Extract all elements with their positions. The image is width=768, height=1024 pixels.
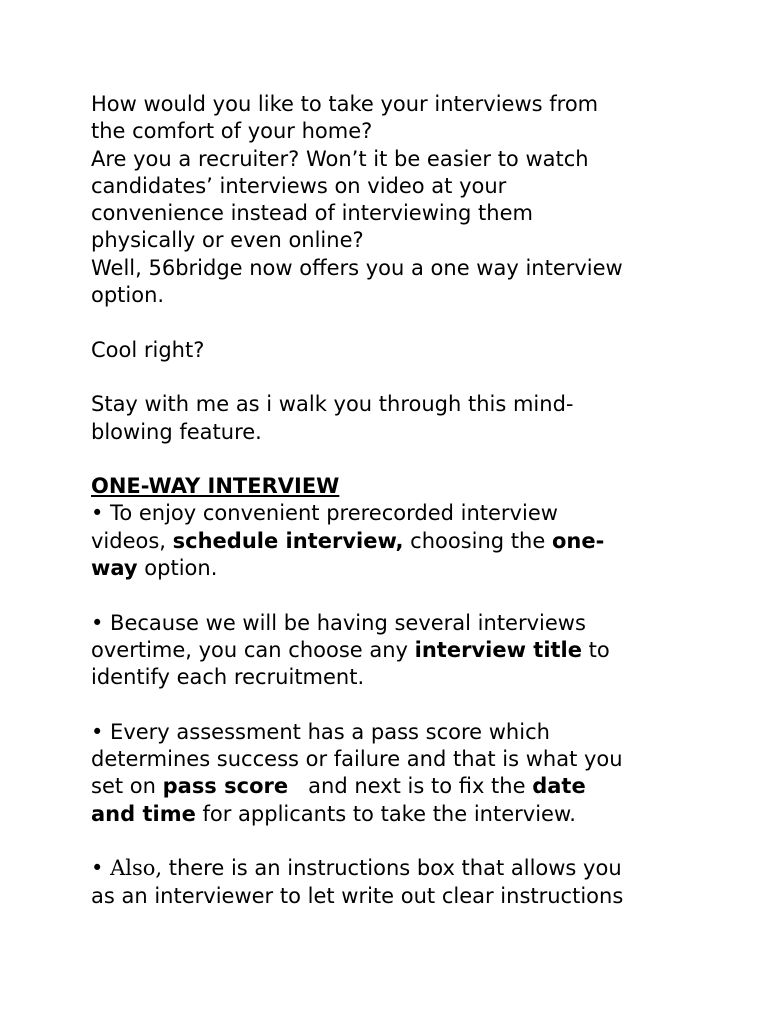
text-run: overtime, you can choose any <box>91 637 415 662</box>
intro-line-7: Well, 56bridge now offers you a one way interview <box>91 255 623 280</box>
text-run: videos, <box>91 528 173 553</box>
bold-run: interview title <box>414 637 582 662</box>
bold-run: one- <box>551 528 605 553</box>
bullet-1-line-2 <box>91 528 691 555</box>
bullet-2-line-2 <box>91 637 691 664</box>
paragraph-gap <box>91 582 691 609</box>
text-run: • <box>91 856 111 881</box>
stay-line-1: Stay with me as i walk you through this mind- <box>91 392 574 417</box>
bold-run: way <box>91 556 138 581</box>
text-run: for applicants to take the interview. <box>195 801 576 826</box>
paragraph-gap <box>91 828 691 855</box>
intro-line-8: option. <box>91 283 165 308</box>
text-run: and next is to fix the <box>288 774 533 799</box>
text-run: choosing the <box>403 528 552 553</box>
bullet-3-line-3 <box>91 773 691 800</box>
bullet-2-line-3: identify each recruitment. <box>91 665 365 690</box>
bullet-3-line-2: determines success or failure and that is what you <box>91 747 623 772</box>
document-page <box>91 91 691 910</box>
text-run: set on <box>91 774 163 799</box>
bullet-4-line-1 <box>91 855 691 882</box>
intro-line-1: How would you like to take your interviews from <box>91 92 599 116</box>
bold-run: and time <box>91 801 196 826</box>
intro-line-5: convenience instead of interviewing them <box>91 201 533 226</box>
cool-right-line: Cool right? <box>91 337 205 362</box>
bullet-4-line-2: as an interviewer to let write out clear instructions <box>91 883 624 908</box>
paragraph-gap <box>91 446 691 473</box>
bullet-3-line-4 <box>91 801 691 828</box>
intro-line-2: the comfort of your home? <box>91 119 373 144</box>
text-run: there is an instructions box that allows you <box>162 856 622 881</box>
bold-run: date <box>532 774 586 799</box>
bullet-2-line-1: • Because we will be having several interviews <box>91 610 586 635</box>
intro-line-6: physically or even online? <box>91 228 364 253</box>
serif-run: Also, <box>110 856 163 881</box>
stay-line-2: blowing feature. <box>91 419 262 444</box>
bold-run: schedule interview, <box>172 528 404 553</box>
bullet-1-line-1: • To enjoy convenient prerecorded interview <box>91 501 558 526</box>
paragraph-gap <box>91 364 691 391</box>
paragraph-gap <box>91 309 691 336</box>
bold-run: pass score <box>162 774 289 799</box>
text-run: option. <box>137 556 218 581</box>
intro-line-3: Are you a recruiter? Won’t it be easier to watch <box>91 146 589 171</box>
intro-line-4: candidates’ interviews on video at your <box>91 173 507 198</box>
bullet-3-line-1: • Every assessment has a pass score which <box>91 719 550 744</box>
section-heading: ONE-WAY INTERVIEW <box>91 474 340 499</box>
bullet-1-line-3 <box>91 555 691 582</box>
paragraph-gap <box>91 692 691 719</box>
text-run: to <box>582 637 610 662</box>
